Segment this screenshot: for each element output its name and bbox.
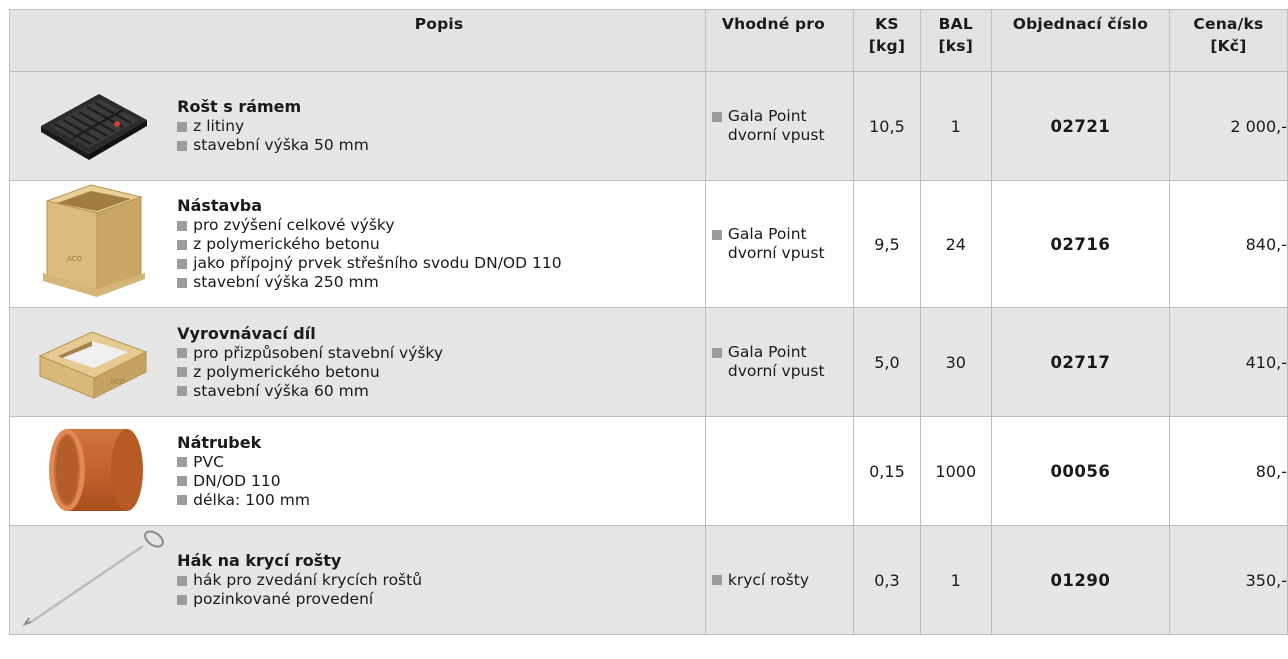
price-cell: 840,- (1169, 181, 1287, 308)
bullet-item (177, 590, 701, 609)
bullet-item (177, 273, 701, 292)
bullet-square-icon (177, 259, 187, 269)
bullet-text: pozinkované provedení (193, 590, 374, 608)
header-bal-unit: [ks] (938, 37, 974, 55)
header-popis: Popis (173, 10, 705, 72)
product-description (173, 308, 705, 417)
weight-cell: 9,5 (854, 181, 920, 308)
header-price-unit: [Kč] (1210, 37, 1247, 55)
bullet-square-icon (177, 386, 187, 396)
product-description (173, 417, 705, 526)
table-row (10, 417, 1288, 526)
product-title: Nástavba (177, 196, 263, 215)
table-header-row (10, 10, 1288, 72)
table-row (10, 308, 1288, 417)
product-title: Nátrubek (177, 432, 262, 452)
header-image-cell (10, 10, 174, 72)
order-number-cell: 02716 (992, 181, 1170, 308)
product-image-cell (10, 72, 174, 181)
bullet-square-icon (177, 595, 187, 605)
table-row (10, 72, 1288, 181)
bullet-item (177, 254, 701, 273)
product-image-cell (10, 181, 174, 308)
suitable-for-text-2: dvorní vpust (727, 244, 825, 262)
bullet-item (177, 136, 701, 155)
bullet-square-icon (177, 221, 187, 231)
package-cell: 1 (920, 72, 992, 181)
svg-text:ACO: ACO (109, 378, 125, 386)
bullet-text: pro přizpůsobení stavební výšky (193, 343, 444, 362)
bullet-text: PVC (193, 452, 224, 471)
suitable-for-text: Gala Point (727, 225, 807, 243)
header-price (1169, 10, 1287, 72)
suitable-for-cell (705, 181, 854, 308)
header-ks (854, 10, 920, 72)
price-cell: 2 000,- (1169, 72, 1287, 181)
order-number-cell: 01290 (992, 526, 1170, 635)
header-ks-label: KS (875, 15, 899, 33)
suitable-for-text-2: dvorní vpust (727, 362, 825, 380)
suitable-for-text: Gala Point (727, 343, 807, 361)
header-ks-unit: [kg] (868, 37, 906, 55)
bullet-square-icon (712, 348, 722, 358)
package-cell: 30 (920, 308, 992, 417)
weight-cell: 10,5 (854, 72, 920, 181)
bullet-square-icon (177, 495, 187, 505)
order-number-cell: 02717 (992, 308, 1170, 417)
header-bal (920, 10, 992, 72)
suitable-for-cell (705, 72, 854, 181)
suitable-for-cell (705, 417, 854, 526)
product-title: Rošt s rámem (177, 97, 302, 116)
bullet-square-icon (712, 230, 722, 240)
bullet-text: stavební výška 50 mm (193, 136, 369, 154)
bullet-text: pro zvýšení celkové výšky (193, 216, 395, 234)
bullet-square-icon (177, 367, 187, 377)
product-image-cell (10, 526, 174, 635)
suitable-for-text-2: dvorní vpust (727, 126, 825, 144)
header-order: Objednací číslo (992, 10, 1170, 72)
bullet-square-icon (177, 141, 187, 151)
bullet-square-icon (177, 278, 187, 288)
product-title: Hák na krycí rošty (177, 551, 342, 570)
order-number-cell: 00056 (992, 417, 1170, 526)
product-image-cell (10, 417, 174, 526)
pvc-sleeve-image (37, 421, 147, 517)
product-table (9, 9, 1288, 635)
bullet-square-icon (177, 122, 187, 132)
bullet-square-icon (712, 112, 722, 122)
suitable-for-cell (705, 308, 854, 417)
weight-cell: 0,15 (854, 417, 920, 526)
price-cell: 350,- (1169, 526, 1287, 635)
package-cell: 1000 (920, 417, 992, 526)
weight-cell: 5,0 (854, 308, 920, 417)
table-row (10, 181, 1288, 308)
bullet-square-icon (177, 476, 187, 486)
bullet-square-icon (712, 575, 722, 585)
header-price-label: Cena/ks (1193, 15, 1264, 33)
bullet-item (177, 453, 701, 472)
bullet-text: délka: 100 mm (193, 490, 310, 509)
package-cell: 1 (920, 526, 992, 635)
suitable-for-cell (705, 526, 854, 635)
suitable-for-text: krycí rošty (727, 570, 810, 589)
grate-hook-image (17, 526, 167, 630)
bullet-square-icon (177, 457, 187, 467)
bullet-item (177, 363, 701, 382)
header-bal-label: BAL (938, 15, 973, 33)
bullet-text: z polymerického betonu (193, 362, 380, 381)
cast-iron-grate-image (33, 86, 151, 162)
weight-cell: 0,3 (854, 526, 920, 635)
bullet-square-icon (177, 576, 187, 586)
bullet-square-icon (177, 348, 187, 358)
bullet-square-icon (177, 240, 187, 250)
bullet-text: stavební výška 250 mm (193, 273, 379, 291)
bullet-item (177, 344, 701, 363)
price-cell: 410,- (1169, 308, 1287, 417)
product-title: Vyrovnávací díl (177, 323, 316, 343)
bullet-item (177, 382, 701, 401)
package-cell: 24 (920, 181, 992, 308)
svg-text:ACO: ACO (66, 255, 82, 263)
bullet-text: z polymerického betonu (193, 235, 380, 253)
product-description (173, 181, 705, 308)
bullet-text: z litiny (193, 117, 245, 135)
header-vhodne: Vhodné pro (705, 10, 854, 72)
bullet-text: hák pro zvedání krycích roštů (193, 571, 423, 589)
bullet-item (177, 472, 701, 491)
suitable-for-text: Gala Point (727, 107, 807, 125)
product-description (173, 526, 705, 635)
price-cell: 80,- (1169, 417, 1287, 526)
table-row (10, 526, 1288, 635)
product-image-cell (10, 308, 174, 417)
order-number-cell: 02721 (992, 72, 1170, 181)
bullet-item (177, 571, 701, 590)
leveling-frame-image (32, 312, 152, 408)
bullet-item (177, 117, 701, 136)
extension-box-image (33, 181, 151, 303)
product-description (173, 72, 705, 181)
bullet-item (177, 235, 701, 254)
bullet-item (177, 216, 701, 235)
bullet-item (177, 491, 701, 510)
bullet-text: jako přípojný prvek střešního svodu DN/OD 110 (193, 254, 562, 272)
bullet-text: DN/OD 110 (193, 471, 281, 490)
bullet-text: stavební výška 60 mm (193, 381, 369, 400)
